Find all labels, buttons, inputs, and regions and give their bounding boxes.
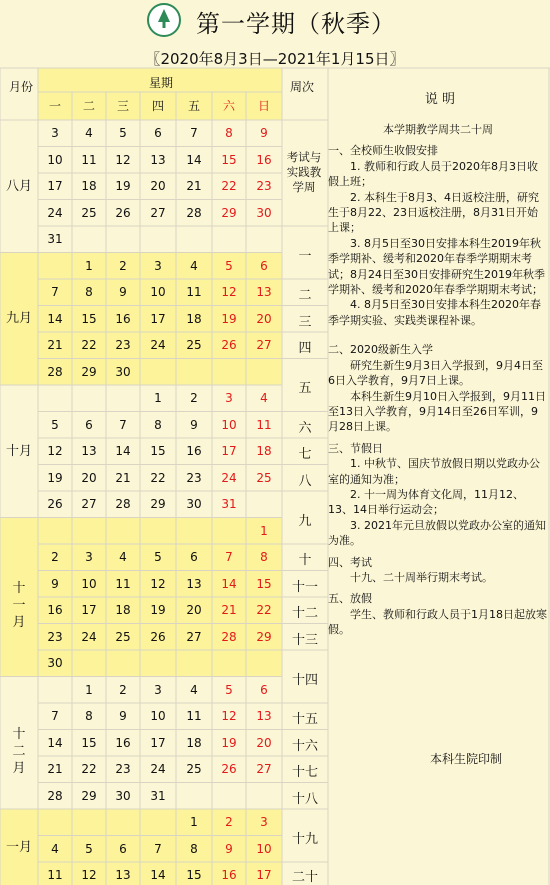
calendar-day: 5 [51,417,59,432]
calendar-day: 29 [150,497,166,511]
calendar-day: 13 [150,152,166,167]
calendar-day: 6 [190,550,198,564]
section-4-title: 四、考试 [328,555,372,569]
exam-week-note: 考试与实践教学周 [286,150,322,194]
calendar-day: 18 [186,311,202,326]
calendar-day: 7 [154,841,162,856]
section-1-item-3: 3. 8月5日至30日安排本科生2019年秋季学期补、缓考和2020年春季学期期末考试；8月24日至30日安排研究生2019年秋季学期补、缓考和2020年春季学期期末考试； [328,236,545,297]
calendar-day: 9 [190,417,198,432]
week-label: 九 [298,513,312,529]
calendar-day: 19 [221,311,237,326]
calendar-day: 4 [51,841,59,856]
calendar-day: 25 [115,629,131,644]
calendar-day: 10 [256,841,272,856]
calendar-day: 8 [154,417,162,432]
calendar-day: 25 [186,762,202,776]
calendar-day: 14 [221,576,237,591]
calendar-day: 4 [190,258,198,273]
calendar-day: 22 [221,179,237,193]
calendar-day: 17 [150,735,166,750]
calendar-day: 27 [186,629,202,644]
calendar-day: 13 [115,868,131,882]
month-label: 九月 [5,311,32,327]
calendar-day: 1 [154,391,162,405]
calendar-day: 3 [154,682,162,697]
calendar-day: 14 [47,311,63,326]
calendar-day: 12 [150,576,166,591]
calendar-day: 20 [150,179,166,193]
calendar-day: 27 [81,497,97,511]
week-header: 周次 [290,80,315,94]
calendar-day: 20 [81,470,97,485]
calendar-day: 26 [221,338,237,352]
calendar-day: 7 [225,550,233,564]
calendar-day: 15 [150,444,166,458]
calendar-day: 30 [115,364,131,379]
calendar-day: 29 [221,205,237,220]
week-label: 十六 [291,738,318,754]
week-label: 十一 [291,579,318,595]
week-label: 八 [298,473,312,489]
calendar-day: 15 [186,868,202,882]
calendar-day: 27 [256,338,272,352]
calendar-day: 8 [85,285,93,299]
calendar-day: 30 [47,656,63,670]
calendar-day: 6 [119,841,127,856]
calendar-day: 11 [186,709,202,723]
calendar-day: 19 [47,470,63,485]
calendar-day: 28 [221,629,237,644]
week-label: 十八 [291,791,318,807]
week-label: 十 [298,553,312,569]
calendar-day: 11 [47,868,63,882]
calendar-day: 18 [256,444,272,458]
calendar-day: 18 [81,179,97,193]
calendar-day: 20 [256,311,272,326]
calendar-day: 24 [47,205,63,220]
calendar-day: 12 [221,709,237,723]
weekday-6: 日 [257,99,270,113]
calendar-day: 17 [221,444,237,458]
month-label: 十二月 [12,726,26,776]
calendar-day: 2 [119,258,127,273]
week-label: 一 [298,248,312,264]
calendar-day: 9 [51,576,59,591]
calendar-day: 13 [256,285,272,299]
calendar-day: 12 [81,868,97,882]
calendar-day: 29 [81,788,97,803]
calendar-day: 23 [47,629,63,644]
calendar-day: 28 [47,364,63,379]
section-2-item-1: 研究生新生9月3日入学报到，9月4日至6日入学教育，9月7日上课。 [328,358,543,388]
calendar-day: 10 [81,576,97,591]
calendar-day: 16 [186,444,202,458]
weekday-2: 三 [116,99,129,113]
section-5-item-1: 学生、教师和行政人员于1月18日起放寒假。 [328,607,547,637]
calendar-day: 15 [256,576,272,591]
calendar-day: 10 [150,709,166,723]
section-2-title: 二、2020级新生入学 [328,343,433,357]
calendar-day: 13 [81,444,97,458]
week-label: 十二 [291,606,318,622]
calendar-day: 26 [47,497,63,511]
calendar-day: 8 [260,550,268,564]
calendar-day: 21 [47,762,63,776]
university-logo [144,2,184,38]
calendar-day: 20 [256,735,272,750]
calendar-day: 16 [115,735,131,750]
calendar-day: 10 [150,285,166,299]
calendar-day: 19 [221,735,237,750]
week-label: 十五 [291,712,318,728]
calendar-day: 7 [190,126,198,140]
weekday-0: 一 [48,99,61,113]
weekday-5: 六 [222,99,235,113]
week-label: 五 [298,381,312,396]
calendar-day: 11 [115,576,131,591]
calendar-day: 9 [260,126,268,140]
calendar-day: 17 [256,868,272,882]
calendar-day: 8 [190,841,198,856]
calendar-day: 1 [85,258,93,273]
calendar-day: 22 [256,603,272,617]
calendar-day: 28 [47,788,63,803]
calendar-day: 3 [85,550,93,564]
calendar-day: 1 [260,523,268,538]
calendar-day: 28 [115,497,131,511]
calendar-day: 12 [47,444,63,458]
week-label: 十三 [291,632,318,648]
calendar-day: 2 [225,815,233,829]
calendar-day: 25 [81,205,97,220]
section-3-item-3: 3. 2021年元旦放假以党政办公室的通知为准。 [328,518,546,548]
calendar-day: 5 [225,682,233,697]
calendar-day: 29 [81,364,97,379]
calendar-day: 3 [154,258,162,273]
calendar-day: 23 [115,338,131,352]
calendar-day: 18 [186,735,202,750]
section-1-item-2: 2. 本科生于8月3、4日返校注册，研究生于8月22、23日返校注册，8月31日开始上课； [328,190,539,235]
section-2-item-2: 本科生新生9月10日入学报到，9月11日至13日入学教育，9月14日至26日军训，9月28日上课。 [328,389,546,434]
page-title: 第一学期（秋季） [196,10,396,38]
calendar-day: 3 [51,126,59,140]
calendar-day: 30 [256,205,272,220]
calendar-day: 13 [256,709,272,723]
calendar-day: 2 [51,550,59,564]
weekday-header: 星期 [148,76,173,90]
section-1-title: 一、全校师生收假安排 [328,144,438,158]
calendar-day: 6 [260,258,268,273]
calendar-day: 15 [221,152,237,167]
calendar-day: 23 [186,470,202,485]
calendar-day: 23 [115,762,131,776]
calendar-day: 30 [186,497,202,511]
calendar-day: 26 [150,629,166,644]
weekday-3: 四 [151,99,164,113]
calendar-day: 9 [119,709,127,723]
calendar-day: 5 [154,550,162,564]
calendar-day: 6 [85,417,93,432]
calendar-day: 7 [119,417,127,432]
calendar-day: 27 [150,205,166,220]
calendar-day: 28 [186,205,202,220]
footer-printer: 本科生院印制 [430,752,503,766]
calendar-day: 22 [81,338,97,352]
calendar-day: 14 [47,735,63,750]
calendar-day: 16 [115,311,131,326]
notes-panel [328,122,548,638]
month-label: 一月 [5,839,32,855]
calendar-day: 20 [186,603,202,617]
week-label: 二十 [291,869,318,885]
week-label: 七 [298,447,312,463]
calendar-day: 22 [150,470,166,485]
calendar-day: 8 [225,126,233,140]
calendar-day: 23 [256,179,272,193]
calendar-day: 21 [115,470,131,485]
calendar-day: 17 [47,179,63,193]
calendar-day: 19 [150,603,166,617]
calendar-day: 25 [256,470,272,485]
calendar-day: 19 [115,179,131,193]
calendar-day: 4 [190,682,198,697]
calendar-day: 10 [221,417,237,432]
calendar-day: 8 [85,709,93,723]
calendar-day: 1 [85,682,93,697]
calendar-day: 11 [256,417,272,432]
calendar-day: 7 [51,709,59,723]
section-3-title: 三、节假日 [328,441,383,455]
calendar-day: 15 [81,735,97,750]
calendar-day: 12 [115,152,131,167]
calendar-day: 16 [47,603,63,617]
week-label: 六 [298,420,312,436]
section-4-item-1: 十九、二十周举行期末考试。 [350,570,493,584]
section-5-title: 五、放假 [328,592,372,606]
calendar-day: 11 [186,285,202,299]
calendar-day: 16 [256,152,272,167]
calendar-day: 27 [256,762,272,776]
calendar-day: 4 [119,550,127,564]
section-1-item-4: 4. 8月5日至30日安排本科生2020年春季学期实验、实践类课程补课。 [328,298,541,327]
section-1-item-1: 1. 教师和行政人员于2020年8月3日收假上班； [328,159,538,189]
calendar-day: 24 [81,629,97,644]
week-label: 十九 [291,831,318,847]
calendar-day: 5 [225,258,233,273]
calendar-day: 18 [115,603,131,617]
week-label: 二 [298,288,312,304]
notes-intro: 本学期教学周共二十周 [383,123,493,136]
calendar-day: 26 [115,205,131,220]
calendar-day: 24 [150,762,166,776]
calendar-day: 5 [85,841,93,856]
section-3-item-2: 2. 十一周为体育文化周，11月12、13、14日举行运动会； [328,487,524,517]
calendar-day: 2 [119,682,127,697]
calendar-day: 2 [190,391,198,405]
calendar-day: 6 [260,682,268,697]
month-label: 八月 [5,178,32,194]
calendar-day: 1 [190,815,198,829]
section-3-item-1: 1. 中秋节、国庆节放假日期以党政办公室的通知为准； [328,457,540,486]
calendar-day: 6 [154,126,162,140]
calendar-day: 12 [221,285,237,299]
month-header: 月份 [8,80,33,94]
calendar-day: 11 [81,152,97,167]
calendar-day: 21 [186,179,202,193]
calendar-day: 4 [260,391,268,405]
calendar-day: 25 [186,338,202,352]
month-label: 十月 [5,443,32,459]
calendar-day: 13 [186,576,202,591]
calendar-day: 3 [260,815,268,829]
calendar-day: 31 [47,232,63,246]
week-label: 十四 [291,672,318,688]
calendar-day: 9 [119,285,127,299]
calendar-day: 15 [81,311,97,326]
weekday-4: 五 [187,99,200,113]
calendar-day: 4 [85,126,93,140]
calendar-day: 17 [150,311,166,326]
week-label: 十七 [291,765,318,781]
calendar-day: 9 [225,841,233,856]
calendar-day: 22 [81,762,97,776]
calendar-day: 14 [150,868,166,882]
date-range: 〖2020年8月3日—2021年1月15日〗 [145,50,405,68]
month-label: 十一月 [12,581,26,630]
calendar-day: 3 [225,391,233,405]
calendar-day: 24 [221,470,237,485]
calendar-day: 29 [256,629,272,644]
calendar-day: 14 [115,444,131,458]
week-label: 三 [298,314,312,330]
calendar-day: 31 [150,788,166,803]
calendar-day: 7 [51,285,59,299]
notes-header: 说 明 [424,92,456,107]
calendar-day: 17 [81,603,97,617]
calendar-day: 5 [119,126,127,140]
calendar-day: 10 [47,152,63,167]
calendar-day: 26 [221,762,237,776]
week-label: 四 [298,341,312,357]
calendar-day: 30 [115,788,131,803]
calendar-day: 16 [221,868,237,882]
calendar-day: 21 [221,603,237,617]
calendar-day: 21 [47,338,63,352]
calendar-day: 14 [186,152,202,167]
calendar-day: 24 [150,338,166,352]
calendar-day: 31 [221,497,237,511]
weekday-1: 二 [82,99,95,113]
